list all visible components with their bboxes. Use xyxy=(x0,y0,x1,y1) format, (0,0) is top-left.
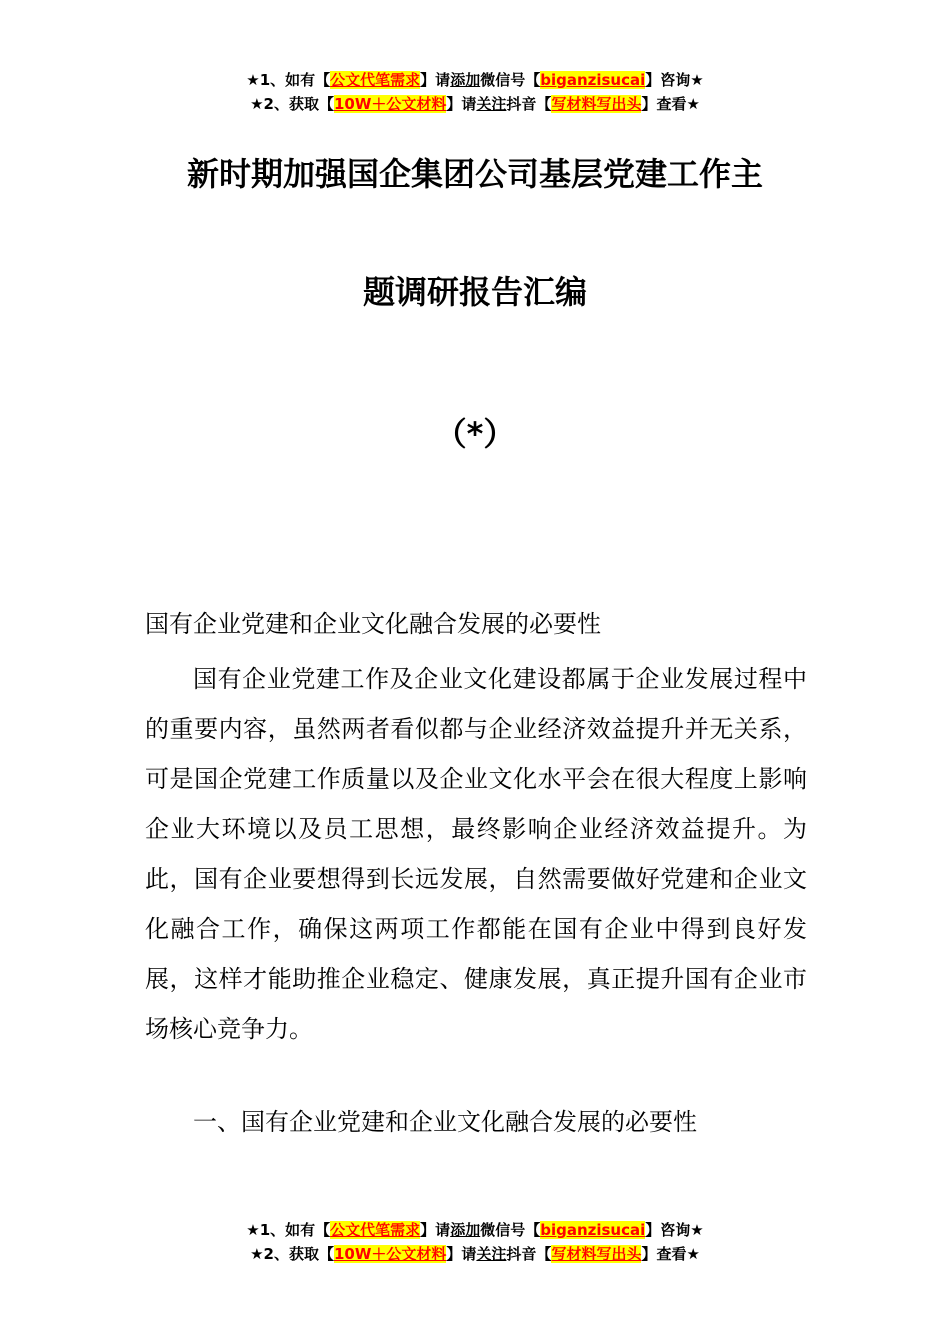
notice-text: 】查看★ xyxy=(641,1245,700,1263)
notice-text: 】请 xyxy=(420,71,451,89)
header-notice-line-2 xyxy=(0,92,950,116)
notice-text: ★1、如有【 xyxy=(246,1221,331,1239)
document-title-marker: （*） xyxy=(434,415,516,453)
notice-text: ★1、如有【 xyxy=(246,71,331,89)
notice-text: ★2、获取【 xyxy=(250,1245,334,1263)
footer-notice-line-2 xyxy=(0,1242,950,1266)
highlight-wechat-id: biganzisucai xyxy=(540,1221,646,1239)
notice-text: 抖音【 xyxy=(506,1245,552,1263)
body-paragraph: 国有企业党建工作及企业文化建设都属于企业发展过程中的重要内容，虽然两者看似都与企业经济效益提升并无关系，可是国企党建工作质量以及企业文化水平会在很大程度上影响企业大环境以及员工思想，最终影响企业经济效益提升。为此，国有企业要想得到长远发展，自然需要做好党建和企业文化融合工作，确保这两项工作都能在国有企业中得到良好发展，这样才能助推企业稳定、健康发展，真正提升国有企业市场核心竞争力。 xyxy=(145,665,807,1043)
notice-text: 】咨询★ xyxy=(645,71,704,89)
footer-notice xyxy=(0,1218,950,1266)
header-notice-line-1 xyxy=(0,68,950,92)
header-notice xyxy=(0,68,950,116)
subheading-1: 一、国有企业党建和企业文化融合发展的必要性 xyxy=(193,1108,697,1136)
highlight-douyin-account: 写材料写出头 xyxy=(551,1245,642,1263)
notice-text: 】请 xyxy=(446,95,477,113)
footer-notice-line-1 xyxy=(0,1218,950,1242)
highlight-douyin-account: 写材料写出头 xyxy=(551,95,642,113)
notice-text: 】咨询★ xyxy=(645,1221,704,1239)
highlight-wechat-id: biganzisucai xyxy=(540,71,646,89)
highlight-ghostwriting: 公文代笔需求 xyxy=(330,1221,421,1239)
section-heading: 国有企业党建和企业文化融合发展的必要性 xyxy=(145,610,601,638)
underline-follow: 关注 xyxy=(476,1245,507,1263)
document-title-line-2: 题调研报告汇编 xyxy=(362,273,587,311)
notice-text: 】查看★ xyxy=(641,95,700,113)
notice-text: ★2、获取【 xyxy=(250,95,334,113)
notice-text: 】请 xyxy=(420,1221,451,1239)
highlight-materials: 10W＋公文材料 xyxy=(333,1245,447,1263)
notice-text: 微信号【 xyxy=(480,71,541,89)
underline-add: 添加 xyxy=(450,1221,481,1239)
document-title-line-1: 新时期加强国企集团公司基层党建工作主 xyxy=(186,155,763,193)
notice-text: 微信号【 xyxy=(480,1221,541,1239)
highlight-ghostwriting: 公文代笔需求 xyxy=(330,71,421,89)
notice-text: 】请 xyxy=(446,1245,477,1263)
underline-add: 添加 xyxy=(450,71,481,89)
notice-text: 抖音【 xyxy=(506,95,552,113)
underline-follow: 关注 xyxy=(476,95,507,113)
highlight-materials: 10W＋公文材料 xyxy=(333,95,447,113)
